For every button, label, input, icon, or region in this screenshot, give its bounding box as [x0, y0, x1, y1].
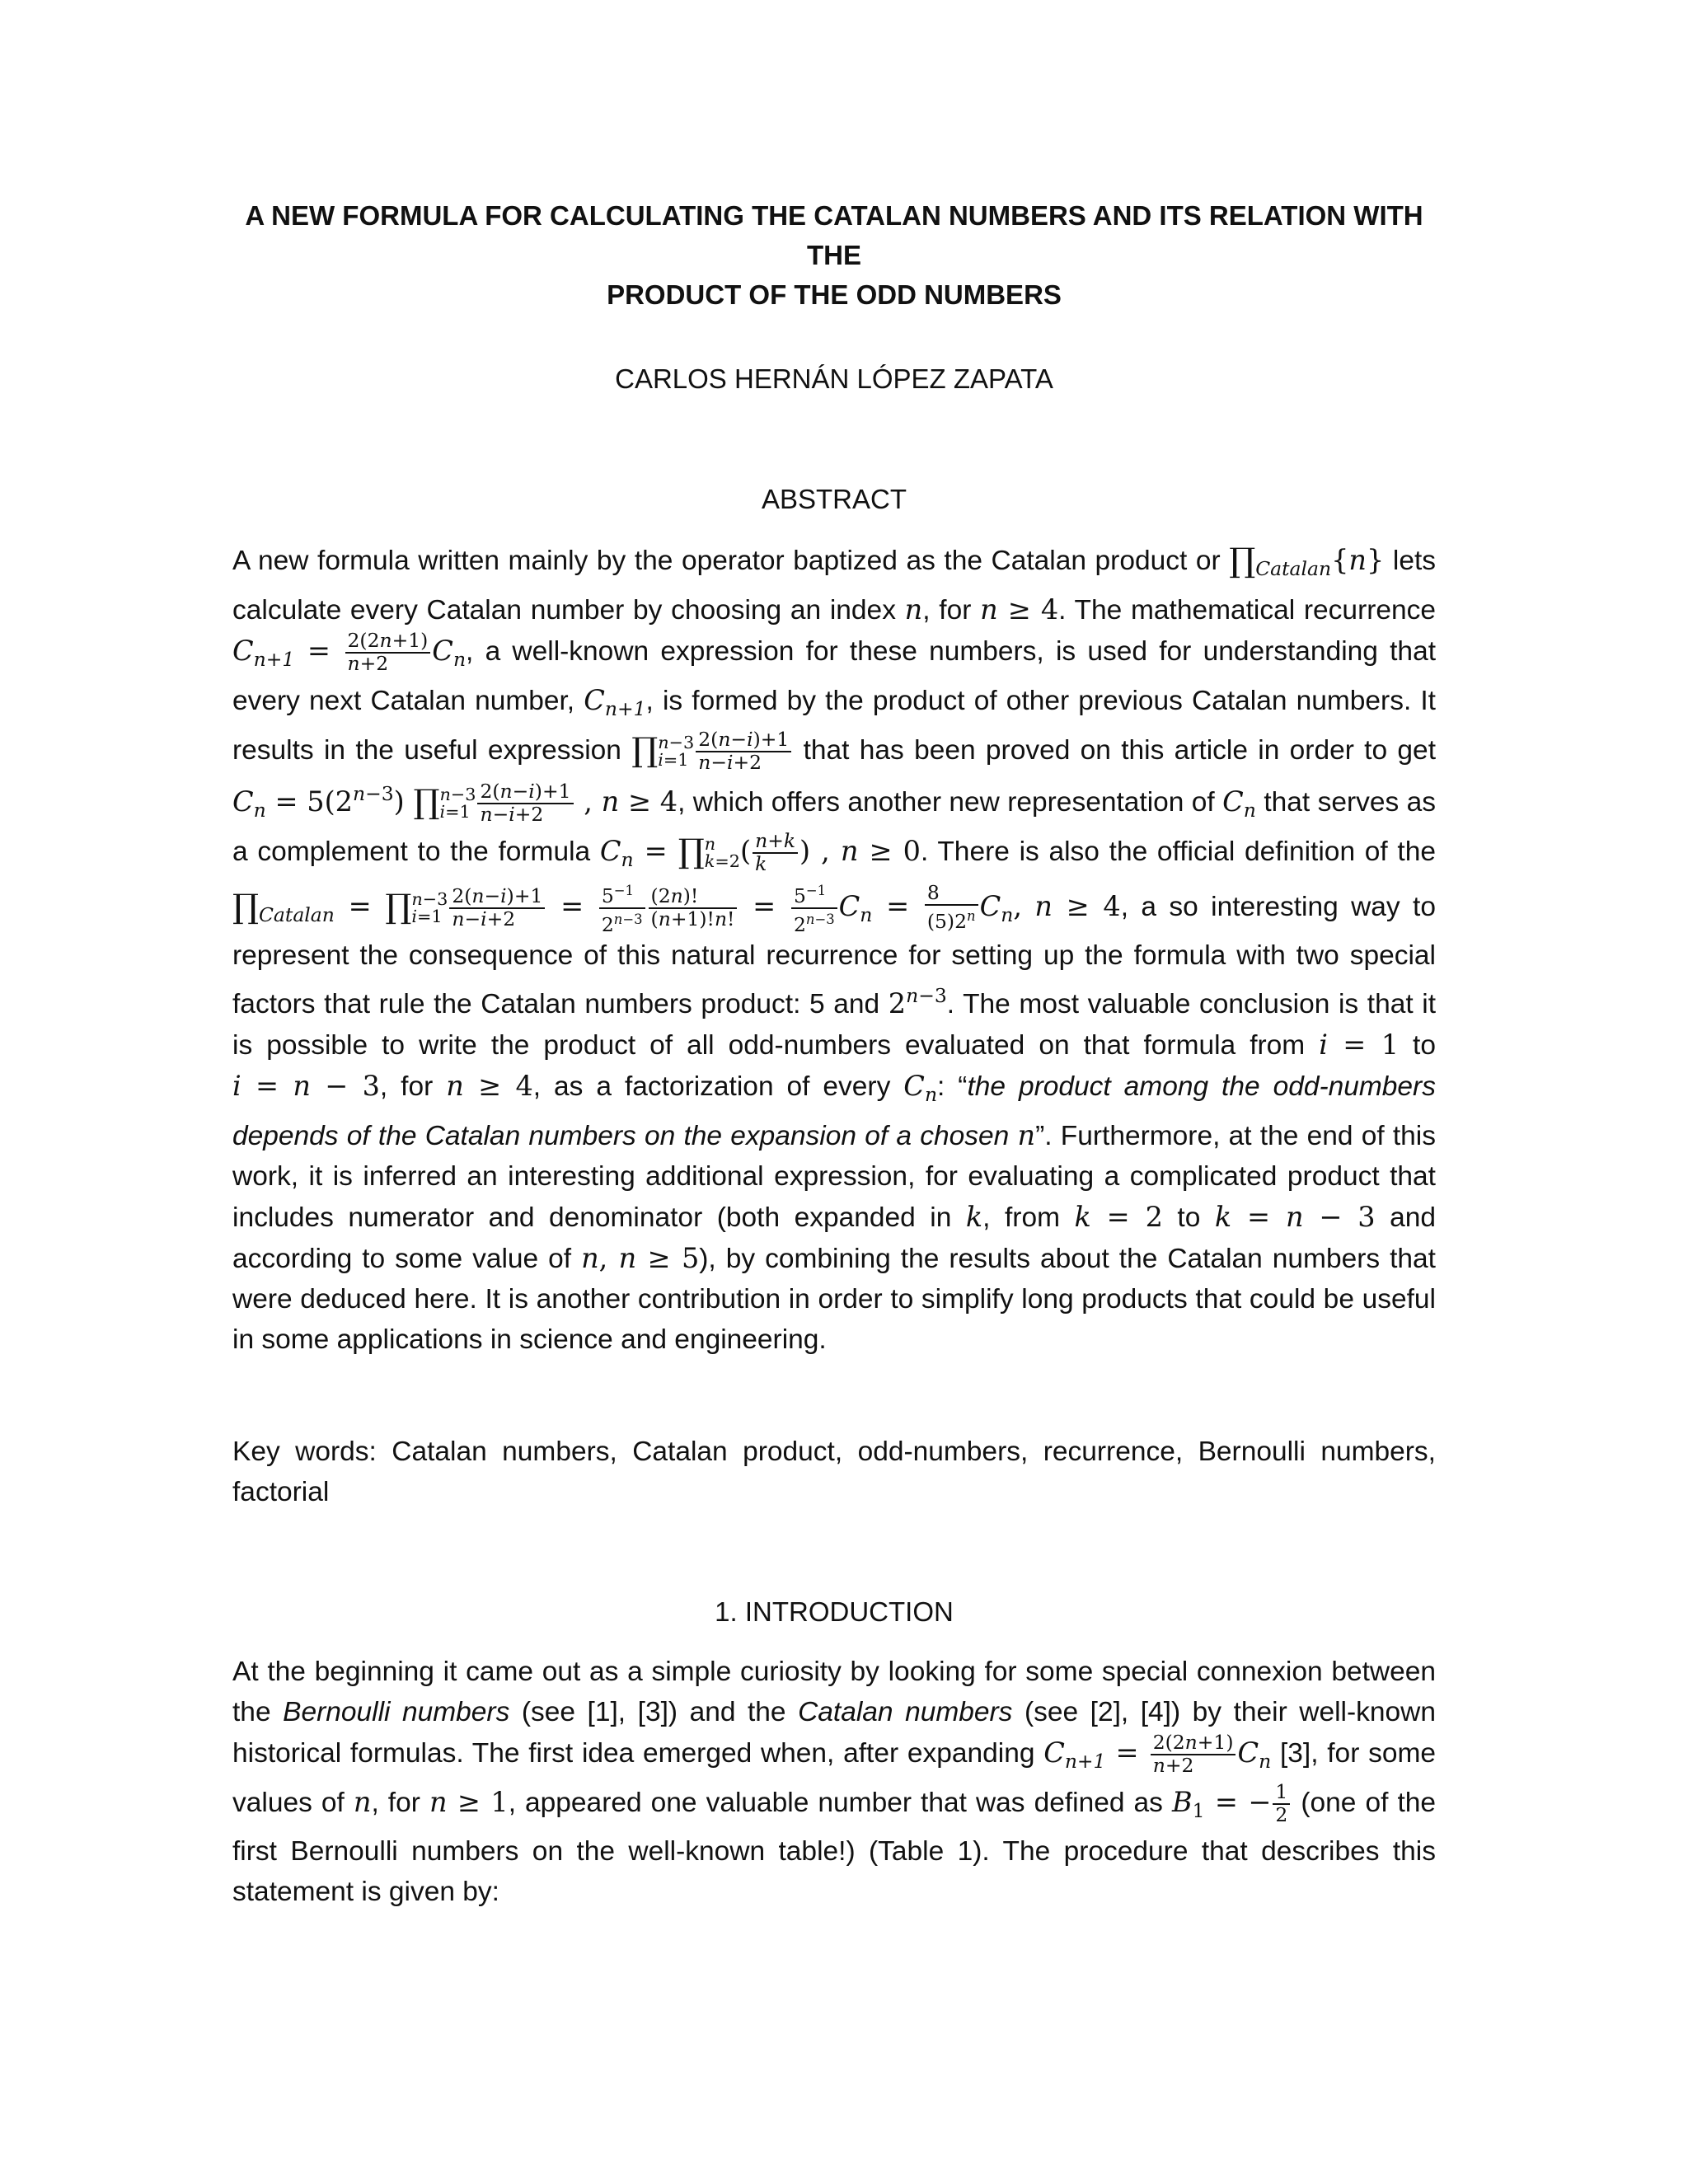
formula: $B_1$ = − $\frac{1}{2}$: [1172, 1786, 1292, 1818]
abstract-heading: ABSTRACT: [761, 484, 907, 514]
formula: $C_n$: [1222, 785, 1256, 822]
formula: $2^{n-3}$: [888, 984, 947, 1020]
keywords: Key words: Catalan numbers, Catalan product, odd-numbers, recurrence, Bernoulli numbers, factorial: [232, 1436, 1436, 1507]
formula: $C_{n+1}$ = $\frac{2(2n+1)}{n+2}$ $C_n$: [232, 629, 467, 676]
formula: $C_n$: [903, 1070, 938, 1107]
formula: i = n − 3: [232, 1070, 380, 1103]
title-line-2: PRODUCT OF THE ODD NUMBERS: [607, 279, 1062, 310]
formula: $C_{n+1}$ = $\frac{2(2n+1)}{n+2}$ $C_n$: [1043, 1731, 1272, 1777]
formula: k = n − 3: [1214, 1201, 1376, 1234]
section-heading-introduction: 1. INTRODUCTION: [715, 1596, 954, 1627]
formula: n: [353, 1786, 372, 1819]
formula: $\prod_{Catalan}\{n\}$: [1229, 541, 1385, 581]
formula: n ≥ 4: [1034, 889, 1121, 922]
formula: n ≥ 1: [429, 1786, 509, 1819]
abstract-body: A new formula written mainly by the operator baptized as the Catalan product or $\prod_{Catalan}\{n\}$ lets calculate every Catalan number by choosing an index n, for n ≥ 4. The mathematical recurrence $C_{n+1}$ = $\frac{2(2n+1)}{n+2}$ $C_n$, a well-known expression for these numbers, is used for understanding that every next Catalan number, $C_{n+1}$, is formed by the product of other previous Catalan numbers. It results in the useful expression ∏ n−3 i=1 $\frac{2(n-i)+1}{n-i+2}$ that has been proved on this article in order to get $C_n = 5(2^{n-3})$ ∏ n−3 i=1 $\frac{2(n-i)+1}{n-i+2}$ , n ≥ 4, which offers another new representation of $C_n$ that serves as a complement to the formula $C_n$ = ∏ n k=2 ( $\frac{n+k}{k}$ ) , n ≥ 0. There is also the official definition of the $\prod_{Catalan}$ = ∏ n−3 i=1 $\frac{2(n-i)+1}{n-i+2}$ = $\frac{5^{-1}}{2^{n-3}}$ $\frac{(2n)!}{(n+1)!n!}$ = $\frac{5^{-1}}{2^{n-3}}$ $C_n$ = $\frac{8}{(5)2^n}$ $C_n$, n ≥ 4, a so interesting way to represent the consequence of this natural recurrence for setting up the formula with two special factors that rule the Catalan numbers product: 5 and $2^{n-3}$. The most valuable conclusion is that it is possible to write the product of all odd-numbers evaluated on that formula from i = 1 to i = n − 3, for n ≥ 4, as a factorization of every $C_n$: “the product among the odd-numbers depends of the Catalan numbers on the expansion of a chosen n”. Furthermore, at the end of this work, it is inferred an interesting additional expression, for evaluating a complicated product that includes numerator and denominator (both expanded in k, from k = 2 to k = n − 3 and according to some value of n, n ≥ 5), by combining the results about the Catalan numbers that were deduced here. It is another contribution in order to simplify long products that could be useful in some applications in science and engineering.: [232, 541, 1437, 1356]
formula: ∏ n−3 i=1 $\frac{2(n-i)+1}{n-i+2}$: [631, 733, 793, 766]
title-line-1: A NEW FORMULA FOR CALCULATING THE CATALAN NUMBERS AND ITS RELATION WITH THE: [245, 200, 1423, 270]
formula: $C_{n+1}$: [584, 684, 646, 721]
formula: $C_n = 5(2^{n-3})$ ∏ n−3 i=1 $\frac{2(n-i)+1}{n-i+2}$ , n ≥ 4: [232, 779, 678, 826]
formula: n, n ≥ 5: [581, 1242, 700, 1275]
formula: n ≥ 4: [446, 1070, 533, 1103]
formula: $C_n$ = ∏ n k=2 ( $\frac{n+k}{k}$ ) , n ≥ 0: [599, 829, 921, 875]
formula: i = 1: [1319, 1029, 1400, 1062]
author-name: CARLOS HERNÁN LÓPEZ ZAPATA: [615, 363, 1053, 394]
italic-quote: the product among the odd-numbers depends of the Catalan numbers on the expansion of a chosen: [232, 1071, 1436, 1152]
italic-term: Bernoulli numbers: [283, 1697, 510, 1727]
introduction-body: At the beginning it came out as a simple curiosity by looking for some special connexion between the Bernoulli numbers (see [1], [3]) and the Catalan numbers (see [2], [4]) by their well-known historical formulas. The first idea emerged when, after expanding $C_{n+1}$ = $\frac{2(2n+1)}{n+2}$ $C_n$ [3], for some values of n, for n ≥ 1, appeared one valuable number that was defined as $B_1$ = − $\frac{1}{2}$ (one of the first Bernoulli numbers on the well-known table!) (Table 1). The procedure that describes this statement is given by:: [232, 1657, 1437, 1908]
formula: n: [904, 593, 923, 626]
italic-term: Catalan numbers: [798, 1697, 1013, 1727]
paper-title: [232, 196, 1436, 315]
formula: k: [965, 1201, 983, 1234]
formula: n ≥ 4: [980, 593, 1059, 626]
formula: k = 2: [1074, 1201, 1163, 1234]
formula: n: [1017, 1119, 1036, 1152]
formula: $\prod_{Catalan}$ = ∏ n−3 i=1 $\frac{2(n-i)+1}{n-i+2}$ = $\frac{5^{-1}}{2^{n-3}}$ $\frac{(2n)!}{(n+1)!n!}$ = $\frac{5^{-1}}{2^{n-3}}$ $C_n$ = $\frac{8}{(5)2^n}$ $C_n$,: [232, 881, 1022, 936]
